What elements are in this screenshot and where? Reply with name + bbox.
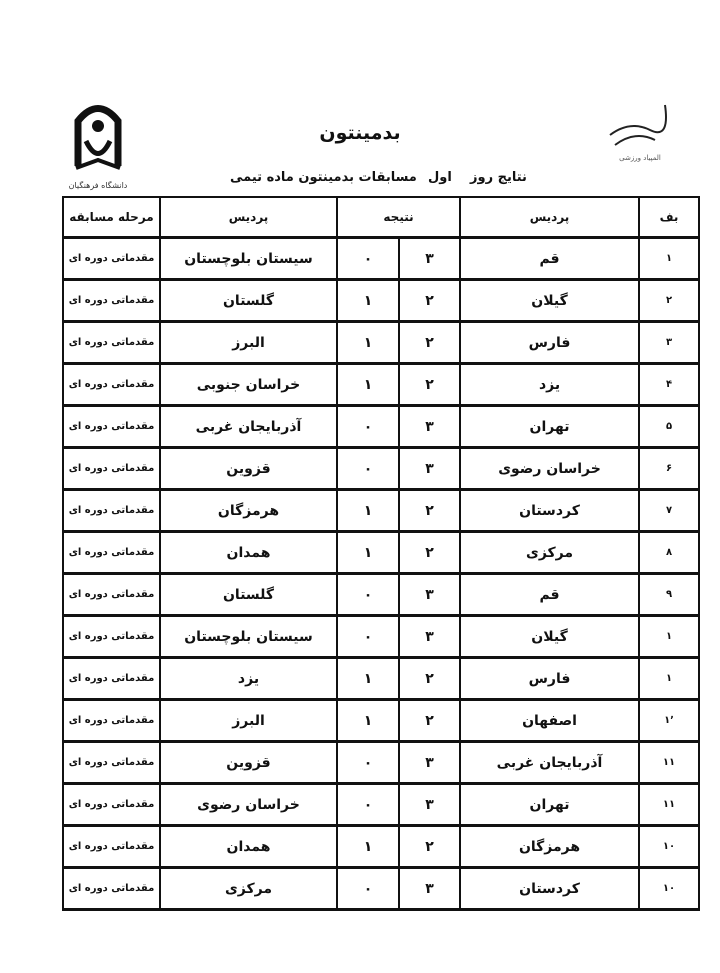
score-home: ۳ [399,616,460,658]
row-number: ۲ [639,280,699,322]
score-away: ۰ [337,784,399,826]
table-row [63,532,699,574]
table-header: بف پردیس نتیجه پردیس مرحله مسابقه [63,197,699,238]
match-stage: مقدماتی دوره ای [63,574,160,616]
match-stage: مقدماتی دوره ای [63,238,160,280]
campus-home: اصفهان [460,700,639,742]
row-number: ۹ [639,574,699,616]
campus-home: فارس [460,322,639,364]
campus-home: قم [460,238,639,280]
row-number: ۱۰ [639,868,699,910]
score-home: ۲ [399,490,460,532]
match-stage: مقدماتی دوره ای [63,532,160,574]
score-home: ۳ [399,238,460,280]
score-home: ۲ [399,364,460,406]
score-away: ۰ [337,238,399,280]
campus-away: سیستان بلوچستان [160,616,337,658]
svg-text:دانشگاه فرهنگیان: دانشگاه فرهنگیان [68,181,128,190]
score-home: ۳ [399,784,460,826]
match-stage: مقدماتی دوره ای [63,868,160,910]
match-stage: مقدماتی دوره ای [63,406,160,448]
table-row [63,826,699,868]
svg-text:المپیاد ورزشی: المپیاد ورزشی [619,154,661,162]
row-number: ۱ [639,658,699,700]
campus-home: هرمزگان [460,826,639,868]
table-row [63,364,699,406]
campus-home: یزد [460,364,639,406]
campus-home: گیلان [460,616,639,658]
match-stage: مقدماتی دوره ای [63,784,160,826]
table-row [63,574,699,616]
row-number: ۱۱ [639,784,699,826]
campus-home: تهران [460,406,639,448]
results-table [62,196,700,911]
score-away: ۱ [337,532,399,574]
campus-home: کردستان [460,490,639,532]
row-number: ۸ [639,532,699,574]
table-row [63,658,699,700]
row-number: ۵ [639,406,699,448]
campus-home: قم [460,574,639,616]
campus-away: گلستان [160,280,337,322]
score-away: ۰ [337,448,399,490]
campus-away: هرمزگان [160,490,337,532]
match-stage: مقدماتی دوره ای [63,700,160,742]
campus-away: سیستان بلوچستان [160,238,337,280]
score-away: ۰ [337,742,399,784]
row-number: ۱۰ [639,826,699,868]
table-row [63,322,699,364]
campus-away: قزوین [160,742,337,784]
campus-home: مرکزی [460,532,639,574]
score-away: ۱ [337,658,399,700]
table-row [63,868,699,910]
campus-home: کردستان [460,868,639,910]
score-away: ۰ [337,616,399,658]
match-stage: مقدماتی دوره ای [63,448,160,490]
score-away: ۰ [337,406,399,448]
row-number: ۱٬ [639,700,699,742]
row-number: ۱۱ [639,742,699,784]
score-home: ۲ [399,322,460,364]
campus-away: گلستان [160,574,337,616]
score-away: ۱ [337,826,399,868]
campus-away: البرز [160,700,337,742]
table-row [63,616,699,658]
row-number: ۶ [639,448,699,490]
score-away: ۱ [337,490,399,532]
score-away: ۱ [337,280,399,322]
score-home: ۳ [399,448,460,490]
table-row [63,742,699,784]
score-home: ۳ [399,742,460,784]
campus-away: خراسان رضوی [160,784,337,826]
campus-away: آذربایجان غربی [160,406,337,448]
row-number: ۱ [639,616,699,658]
score-home: ۲ [399,826,460,868]
score-away: ۰ [337,868,399,910]
match-stage: مقدماتی دوره ای [63,322,160,364]
score-away: ۱ [337,700,399,742]
match-stage: مقدماتی دوره ای [63,616,160,658]
row-number: ۳ [639,322,699,364]
table-row [63,490,699,532]
campus-away: همدان [160,532,337,574]
match-stage: مقدماتی دوره ای [63,742,160,784]
campus-away: البرز [160,322,337,364]
score-home: ۳ [399,868,460,910]
campus-away: همدان [160,826,337,868]
campus-home: فارس [460,658,639,700]
score-away: ۱ [337,364,399,406]
match-stage: مقدماتی دوره ای [63,280,160,322]
table-row [63,406,699,448]
table-row [63,784,699,826]
score-home: ۳ [399,406,460,448]
score-home: ۲ [399,532,460,574]
table-row [63,280,699,322]
table-row [63,700,699,742]
campus-away: مرکزی [160,868,337,910]
table-row [63,238,699,280]
campus-home: آذربایجان غربی [460,742,639,784]
score-away: ۱ [337,322,399,364]
row-number: ۷ [639,490,699,532]
row-number: ۱ [639,238,699,280]
match-stage: مقدماتی دوره ای [63,490,160,532]
score-home: ۲ [399,658,460,700]
campus-home: گیلان [460,280,639,322]
campus-away: یزد [160,658,337,700]
campus-home: تهران [460,784,639,826]
score-away: ۰ [337,574,399,616]
page-title: بدمینتون [319,122,401,144]
table-row [63,448,699,490]
score-home: ۲ [399,280,460,322]
campus-away: خراسان جنوبی [160,364,337,406]
match-stage: مقدماتی دوره ای [63,364,160,406]
score-home: ۲ [399,700,460,742]
campus-home: خراسان رضوی [460,448,639,490]
row-number: ۴ [639,364,699,406]
campus-away: قزوین [160,448,337,490]
score-home: ۳ [399,574,460,616]
university-logo [68,96,128,192]
match-stage: مقدماتی دوره ای [63,826,160,868]
match-stage: مقدماتی دوره ای [63,658,160,700]
